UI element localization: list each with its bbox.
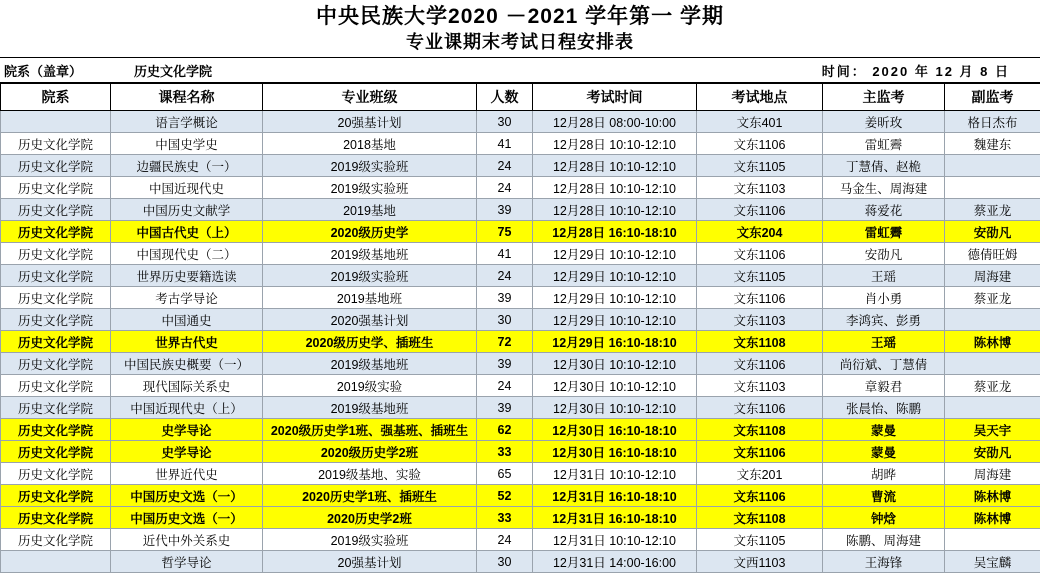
cell-class: 2019级基地班 [263, 397, 477, 419]
cell-chief-invigilator: 曹流 [823, 485, 945, 507]
department-label: 院系（盖章） [0, 61, 124, 80]
table-row [1, 155, 1040, 177]
cell-course: 中国史学史 [111, 133, 263, 155]
cell-course: 边疆民族史（一） [111, 155, 263, 177]
cell-chief-invigilator: 马金生、周海建 [823, 177, 945, 199]
cell-class: 2020历史学2班 [263, 507, 477, 529]
cell-time: 12月28日 10:10-12:10 [533, 199, 697, 221]
cell-chief-invigilator: 张晨怡、陈鹏 [823, 397, 945, 419]
cell-assistant-invigilator: 蔡亚龙 [945, 199, 1040, 221]
cell-college: 历史文化学院 [1, 221, 111, 243]
cell-count: 24 [477, 265, 533, 287]
cell-class: 2020级历史学1班、强基班、插班生 [263, 419, 477, 441]
cell-class: 2019级实验班 [263, 529, 477, 551]
cell-chief-invigilator: 陈鹏、周海建 [823, 529, 945, 551]
cell-count: 65 [477, 463, 533, 485]
table-row [1, 529, 1040, 551]
cell-assistant-invigilator [945, 309, 1040, 331]
cell-course: 史学导论 [111, 441, 263, 463]
cell-chief-invigilator: 王瑶 [823, 265, 945, 287]
cell-college: 历史文化学院 [1, 419, 111, 441]
cell-course: 中国历史文献学 [111, 199, 263, 221]
cell-class: 2019级基地班 [263, 353, 477, 375]
cell-time: 12月28日 08:00-10:00 [533, 111, 697, 133]
cell-chief-invigilator: 钟焓 [823, 507, 945, 529]
cell-count: 33 [477, 507, 533, 529]
cell-time: 12月29日 10:10-12:10 [533, 265, 697, 287]
table-row [1, 221, 1040, 243]
cell-chief-invigilator: 雷虹霽 [823, 133, 945, 155]
cell-count: 24 [477, 375, 533, 397]
cell-course: 世界近代史 [111, 463, 263, 485]
table-row [1, 199, 1040, 221]
cell-time: 12月31日 16:10-18:10 [533, 507, 697, 529]
cell-course: 中国现代史（二） [111, 243, 263, 265]
cell-course: 考古学导论 [111, 287, 263, 309]
cell-class: 2020级历史学、插班生 [263, 331, 477, 353]
cell-college: 历史文化学院 [1, 331, 111, 353]
cell-location: 文东1106 [697, 287, 823, 309]
cell-chief-invigilator: 章毅君 [823, 375, 945, 397]
cell-class: 2019级实验班 [263, 265, 477, 287]
column-header-location: 考试地点 [697, 84, 823, 111]
cell-time: 12月31日 10:10-12:10 [533, 529, 697, 551]
cell-college: 历史文化学院 [1, 243, 111, 265]
cell-time: 12月28日 10:10-12:10 [533, 177, 697, 199]
cell-location: 文东1103 [697, 309, 823, 331]
cell-time: 12月31日 10:10-12:10 [533, 463, 697, 485]
cell-college: 历史文化学院 [1, 375, 111, 397]
table-row [1, 243, 1040, 265]
table-row [1, 551, 1040, 573]
cell-time: 12月29日 10:10-12:10 [533, 309, 697, 331]
cell-location: 文东1106 [697, 441, 823, 463]
cell-chief-invigilator: 丁慧倩、赵桅 [823, 155, 945, 177]
cell-chief-invigilator: 王海锋 [823, 551, 945, 573]
exam-table [0, 83, 1040, 573]
cell-assistant-invigilator [945, 177, 1040, 199]
table-body [1, 111, 1040, 573]
cell-course: 现代国际关系史 [111, 375, 263, 397]
cell-chief-invigilator: 安劭凡 [823, 243, 945, 265]
page-title: 中央民族大学2020 －2021 学年第一 学期 [0, 0, 1040, 30]
cell-location: 文东1103 [697, 177, 823, 199]
cell-assistant-invigilator [945, 155, 1040, 177]
cell-chief-invigilator: 雷虹霽 [823, 221, 945, 243]
table-row [1, 375, 1040, 397]
cell-count: 39 [477, 397, 533, 419]
cell-college [1, 111, 111, 133]
cell-college: 历史文化学院 [1, 155, 111, 177]
table-row [1, 485, 1040, 507]
cell-assistant-invigilator: 安劭凡 [945, 221, 1040, 243]
cell-college: 历史文化学院 [1, 287, 111, 309]
cell-time: 12月29日 10:10-12:10 [533, 243, 697, 265]
table-row [1, 419, 1040, 441]
cell-count: 24 [477, 177, 533, 199]
cell-course: 中国古代史（上） [111, 221, 263, 243]
cell-chief-invigilator: 蒋爱花 [823, 199, 945, 221]
column-header-chief-invigilator: 主监考 [823, 84, 945, 111]
table-row [1, 397, 1040, 419]
cell-count: 52 [477, 485, 533, 507]
cell-college: 历史文化学院 [1, 397, 111, 419]
cell-class: 2018基地 [263, 133, 477, 155]
cell-time: 12月30日 10:10-12:10 [533, 397, 697, 419]
cell-course: 中国民族史概要（一） [111, 353, 263, 375]
cell-location: 文东1106 [697, 133, 823, 155]
cell-class: 2020级历史学 [263, 221, 477, 243]
cell-class: 20强基计划 [263, 111, 477, 133]
cell-college: 历史文化学院 [1, 529, 111, 551]
cell-time: 12月30日 16:10-18:10 [533, 441, 697, 463]
table-row [1, 441, 1040, 463]
cell-count: 39 [477, 287, 533, 309]
cell-assistant-invigilator: 陈林博 [945, 331, 1040, 353]
cell-course: 中国近现代史 [111, 177, 263, 199]
cell-count: 75 [477, 221, 533, 243]
cell-count: 41 [477, 243, 533, 265]
cell-college: 历史文化学院 [1, 441, 111, 463]
table-row [1, 287, 1040, 309]
cell-chief-invigilator: 胡晔 [823, 463, 945, 485]
cell-location: 文西1103 [697, 551, 823, 573]
cell-location: 文东201 [697, 463, 823, 485]
cell-course: 中国通史 [111, 309, 263, 331]
cell-count: 62 [477, 419, 533, 441]
table-row [1, 133, 1040, 155]
cell-course: 中国近现代史（上） [111, 397, 263, 419]
cell-course: 世界历史要籍选读 [111, 265, 263, 287]
cell-time: 12月28日 16:10-18:10 [533, 221, 697, 243]
cell-assistant-invigilator [945, 529, 1040, 551]
meta-bar [0, 57, 1040, 83]
table-row [1, 463, 1040, 485]
cell-assistant-invigilator: 陈林博 [945, 507, 1040, 529]
cell-assistant-invigilator: 周海建 [945, 265, 1040, 287]
cell-count: 72 [477, 331, 533, 353]
cell-class: 2020强基计划 [263, 309, 477, 331]
cell-time: 12月30日 10:10-12:10 [533, 375, 697, 397]
cell-chief-invigilator: 王瑶 [823, 331, 945, 353]
cell-chief-invigilator: 蒙曼 [823, 419, 945, 441]
column-header-college: 院系 [1, 84, 111, 111]
date-value: 时间： 2020 年 12 月 8 日 [822, 61, 1040, 80]
cell-college: 历史文化学院 [1, 463, 111, 485]
cell-college: 历史文化学院 [1, 199, 111, 221]
cell-location: 文东1108 [697, 419, 823, 441]
cell-chief-invigilator: 蒙曼 [823, 441, 945, 463]
cell-chief-invigilator: 尚衍斌、丁慧倩 [823, 353, 945, 375]
cell-location: 文东1106 [697, 397, 823, 419]
cell-time: 12月28日 10:10-12:10 [533, 155, 697, 177]
cell-course: 中国历史文选（一） [111, 485, 263, 507]
cell-college: 历史文化学院 [1, 133, 111, 155]
cell-count: 24 [477, 155, 533, 177]
cell-assistant-invigilator: 德倩旺姆 [945, 243, 1040, 265]
cell-location: 文东401 [697, 111, 823, 133]
cell-count: 30 [477, 111, 533, 133]
table-row [1, 353, 1040, 375]
cell-class: 2019基地班 [263, 287, 477, 309]
cell-chief-invigilator: 姜昕玫 [823, 111, 945, 133]
cell-time: 12月29日 10:10-12:10 [533, 287, 697, 309]
cell-assistant-invigilator: 周海建 [945, 463, 1040, 485]
page-subtitle: 专业课期末考试日程安排表 [0, 30, 1040, 57]
cell-chief-invigilator: 李鸿宾、彭勇 [823, 309, 945, 331]
cell-college: 历史文化学院 [1, 353, 111, 375]
cell-course: 哲学导论 [111, 551, 263, 573]
cell-location: 文东1108 [697, 331, 823, 353]
cell-class: 2020级历史学2班 [263, 441, 477, 463]
cell-count: 39 [477, 199, 533, 221]
column-header-count: 人数 [477, 84, 533, 111]
table-row [1, 265, 1040, 287]
cell-assistant-invigilator: 安劭凡 [945, 441, 1040, 463]
table-header-row [1, 84, 1040, 111]
cell-location: 文东1106 [697, 353, 823, 375]
cell-location: 文东1106 [697, 243, 823, 265]
cell-class: 20强基计划 [263, 551, 477, 573]
table-row [1, 331, 1040, 353]
column-header-time: 考试时间 [533, 84, 697, 111]
cell-assistant-invigilator: 陈林博 [945, 485, 1040, 507]
cell-count: 30 [477, 309, 533, 331]
cell-assistant-invigilator: 蔡亚龙 [945, 287, 1040, 309]
cell-course: 世界古代史 [111, 331, 263, 353]
cell-assistant-invigilator [945, 397, 1040, 419]
cell-time: 12月30日 16:10-18:10 [533, 419, 697, 441]
column-header-course: 课程名称 [111, 84, 263, 111]
cell-time: 12月30日 10:10-12:10 [533, 353, 697, 375]
cell-count: 39 [477, 353, 533, 375]
cell-class: 2019级实验 [263, 375, 477, 397]
cell-chief-invigilator: 肖小勇 [823, 287, 945, 309]
cell-course: 近代中外关系史 [111, 529, 263, 551]
cell-college [1, 551, 111, 573]
cell-count: 30 [477, 551, 533, 573]
cell-location: 文东1105 [697, 529, 823, 551]
cell-count: 33 [477, 441, 533, 463]
cell-assistant-invigilator: 魏建东 [945, 133, 1040, 155]
cell-college: 历史文化学院 [1, 177, 111, 199]
cell-assistant-invigilator: 蔡亚龙 [945, 375, 1040, 397]
cell-time: 12月31日 14:00-16:00 [533, 551, 697, 573]
cell-location: 文东1105 [697, 265, 823, 287]
cell-assistant-invigilator: 格日杰布 [945, 111, 1040, 133]
cell-assistant-invigilator [945, 353, 1040, 375]
cell-course: 史学导论 [111, 419, 263, 441]
table-row [1, 507, 1040, 529]
cell-class: 2019级实验班 [263, 155, 477, 177]
cell-course: 中国历史文选（一） [111, 507, 263, 529]
cell-time: 12月31日 16:10-18:10 [533, 485, 697, 507]
cell-time: 12月28日 10:10-12:10 [533, 133, 697, 155]
cell-class: 2019级基地、实验 [263, 463, 477, 485]
cell-location: 文东204 [697, 221, 823, 243]
cell-location: 文东1103 [697, 375, 823, 397]
cell-course: 语言学概论 [111, 111, 263, 133]
table-row [1, 309, 1040, 331]
cell-college: 历史文化学院 [1, 265, 111, 287]
cell-class: 2019基地 [263, 199, 477, 221]
cell-location: 文东1105 [697, 155, 823, 177]
cell-class: 2019级实验班 [263, 177, 477, 199]
cell-count: 41 [477, 133, 533, 155]
cell-class: 2019级基地班 [263, 243, 477, 265]
table-row [1, 177, 1040, 199]
cell-count: 24 [477, 529, 533, 551]
table-row [1, 111, 1040, 133]
cell-assistant-invigilator: 吴天宇 [945, 419, 1040, 441]
column-header-class: 专业班级 [263, 84, 477, 111]
cell-location: 文东1108 [697, 507, 823, 529]
cell-college: 历史文化学院 [1, 485, 111, 507]
cell-location: 文东1106 [697, 485, 823, 507]
cell-class: 2020历史学1班、插班生 [263, 485, 477, 507]
cell-location: 文东1106 [697, 199, 823, 221]
cell-college: 历史文化学院 [1, 507, 111, 529]
cell-assistant-invigilator: 吴宝麟 [945, 551, 1040, 573]
cell-time: 12月29日 16:10-18:10 [533, 331, 697, 353]
cell-college: 历史文化学院 [1, 309, 111, 331]
department-value: 历史文化学院 [124, 61, 374, 80]
column-header-assistant-invigilator: 副监考 [945, 84, 1040, 111]
